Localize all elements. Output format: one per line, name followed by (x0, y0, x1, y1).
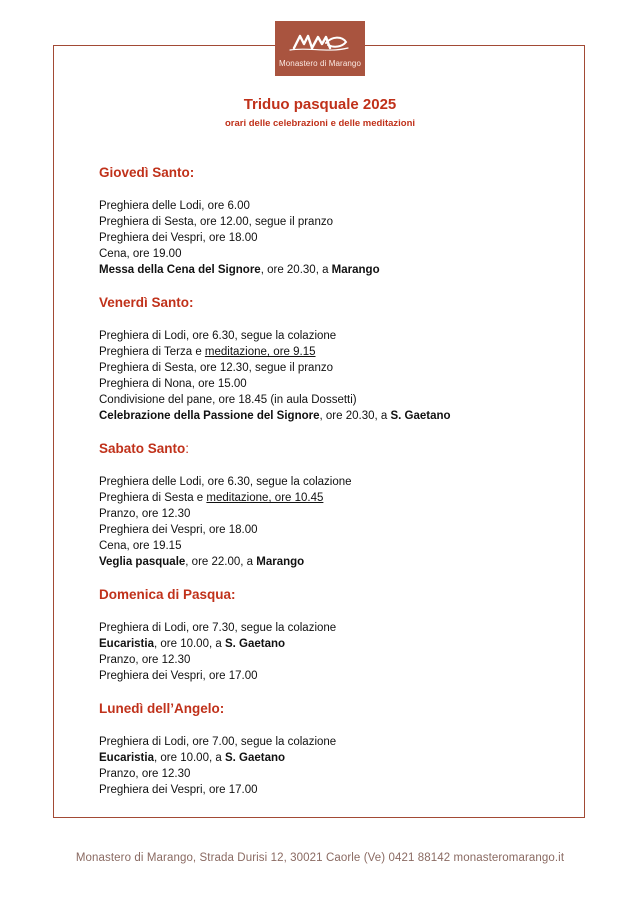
schedule-line (99, 246, 569, 262)
schedule-content (99, 163, 569, 798)
line-text: Pranzo, ore 12.30 (99, 768, 191, 780)
line-text: Preghiera di Nona, ore 15.00 (99, 378, 247, 390)
frame-right-line (584, 45, 585, 817)
line-text-mid: , ore 20.30, a (319, 410, 391, 422)
schedule-line (99, 262, 569, 278)
line-bold-event: Eucaristia (99, 638, 154, 650)
schedule-line (99, 360, 569, 376)
schedule-list (99, 328, 569, 424)
line-text: Cena, ore 19.00 (99, 248, 182, 260)
schedule-line (99, 490, 569, 506)
section-title-text: Venerdì Santo: (99, 295, 194, 310)
schedule-section (99, 439, 569, 570)
logo-mark-icon (288, 28, 352, 56)
section-title (99, 699, 569, 719)
schedule-line (99, 474, 569, 490)
line-bold-location: S. Gaetano (224, 638, 286, 650)
line-text: Preghiera delle Lodi, ore 6.00 (99, 200, 250, 212)
section-title (99, 439, 569, 459)
schedule-line (99, 408, 569, 424)
line-bold-event: Messa della Cena del Signore (99, 264, 261, 276)
schedule-line (99, 506, 569, 522)
schedule-line (99, 636, 569, 652)
line-text: Pranzo, ore 12.30 (99, 654, 191, 666)
schedule-line (99, 538, 569, 554)
schedule-list (99, 474, 569, 570)
line-bold-location: Marango (256, 556, 305, 568)
line-text: Preghiera di Sesta, ore 12.00, segue il pranzo (99, 216, 333, 228)
schedule-line (99, 620, 569, 636)
frame-top-right-line (365, 45, 585, 46)
section-title-text: Sabato Santo (99, 441, 186, 456)
logo-text: Monastero di Marango (278, 59, 362, 68)
line-text: Preghiera di Sesta, ore 12.30, segue il pranzo (99, 362, 333, 374)
section-title-text: Lunedì dell’Angelo: (99, 701, 225, 716)
line-text: Preghiera dei Vespri, ore 17.00 (99, 784, 258, 796)
schedule-list (99, 198, 569, 278)
schedule-list (99, 620, 569, 684)
line-text: Preghiera di Terza e (99, 346, 205, 358)
line-bold-location: S. Gaetano (224, 752, 286, 764)
line-text: Preghiera dei Vespri, ore 18.00 (99, 524, 258, 536)
schedule-line (99, 344, 569, 360)
page-title: Triduo pasquale 2025 (243, 96, 397, 113)
section-title-text: Domenica di Pasqua: (99, 587, 236, 602)
frame-left-line (53, 45, 54, 817)
section-title (99, 163, 569, 183)
schedule-list (99, 734, 569, 798)
footer-address: Monastero di Marango, Strada Durisi 12, 30021 Caorle (Ve) 0421 88142 monasteromarango.it (75, 852, 565, 864)
line-text: Preghiera dei Vespri, ore 17.00 (99, 670, 258, 682)
schedule-line (99, 198, 569, 214)
page-subtitle: orari delle celebrazioni e delle meditazioni (224, 118, 416, 129)
schedule-line (99, 750, 569, 766)
schedule-line (99, 214, 569, 230)
schedule-line (99, 766, 569, 782)
schedule-section (99, 699, 569, 798)
section-title (99, 585, 569, 605)
line-bold-event: Veglia pasquale (99, 556, 186, 568)
schedule-line (99, 230, 569, 246)
line-bold-event: Eucaristia (99, 752, 154, 764)
line-bold-event: Celebrazione della Passione del Signore (99, 410, 320, 422)
line-text-mid: , ore 10.00, a (153, 752, 225, 764)
schedule-line (99, 392, 569, 408)
schedule-line (99, 782, 569, 798)
section-title-suffix: : (185, 441, 190, 456)
schedule-section (99, 163, 569, 278)
schedule-line (99, 652, 569, 668)
schedule-line (99, 328, 569, 344)
line-underlined-text: meditazione, ore 9.15 (204, 346, 316, 358)
line-bold-location: S. Gaetano (390, 410, 451, 422)
monastery-logo (275, 21, 365, 76)
schedule-line (99, 522, 569, 538)
schedule-line (99, 668, 569, 684)
line-text: Preghiera di Lodi, ore 7.30, segue la colazione (99, 622, 337, 634)
line-text: Preghiera dei Vespri, ore 18.00 (99, 232, 258, 244)
line-text-mid: , ore 10.00, a (153, 638, 225, 650)
frame-bottom-line (53, 817, 585, 818)
schedule-line (99, 554, 569, 570)
line-text: Pranzo, ore 12.30 (99, 508, 191, 520)
section-title (99, 293, 569, 313)
line-text-mid: , ore 20.30, a (260, 264, 332, 276)
line-text: Cena, ore 19.15 (99, 540, 182, 552)
line-text: Condivisione del pane, ore 18.45 (in aula Dossetti) (99, 394, 357, 406)
line-text: Preghiera di Lodi, ore 6.30, segue la colazione (99, 330, 337, 342)
schedule-section (99, 585, 569, 684)
schedule-line (99, 376, 569, 392)
line-text: Preghiera di Sesta e (99, 492, 207, 504)
frame-top-left-line (53, 45, 275, 46)
line-text: Preghiera di Lodi, ore 7.00, segue la colazione (99, 736, 337, 748)
line-bold-location: Marango (331, 264, 380, 276)
schedule-line (99, 734, 569, 750)
line-text: Preghiera delle Lodi, ore 6.30, segue la colazione (99, 476, 352, 488)
section-title-text: Giovedì Santo: (99, 165, 195, 180)
line-underlined-text: meditazione, ore 10.45 (206, 492, 324, 504)
line-text-mid: , ore 22.00, a (185, 556, 257, 568)
schedule-section (99, 293, 569, 424)
